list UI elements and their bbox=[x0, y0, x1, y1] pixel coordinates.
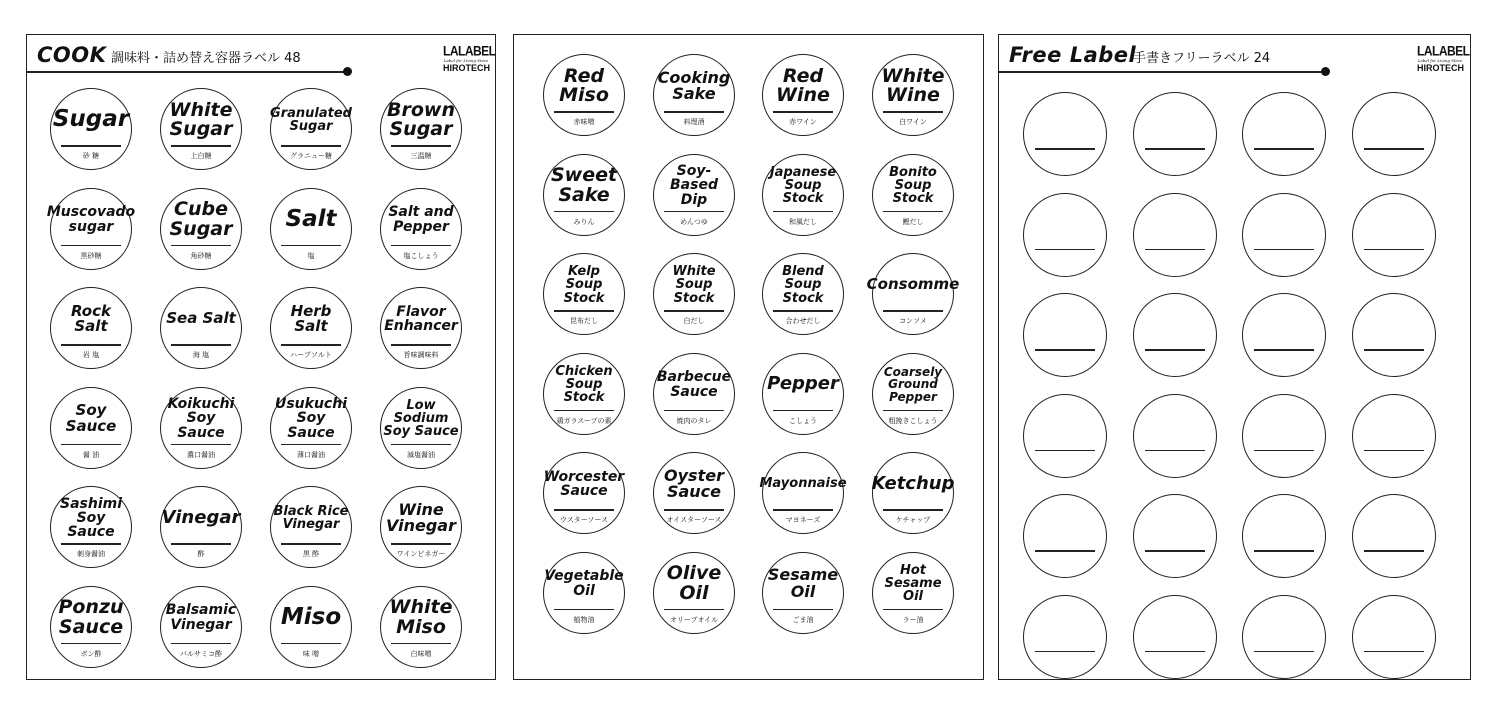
label-japanese-name: 角砂糖 bbox=[190, 251, 212, 260]
label-divider bbox=[61, 344, 121, 346]
label-japanese-name: 白味噌 bbox=[410, 649, 432, 658]
label-english-name: Koikuchi Soy Sauce bbox=[167, 396, 235, 441]
label-circle bbox=[270, 287, 352, 369]
label-divider bbox=[773, 111, 833, 113]
label-divider bbox=[554, 609, 614, 611]
blank-label-circle bbox=[1133, 293, 1217, 377]
label-english-name: Miso bbox=[280, 603, 342, 630]
label-japanese-name: 旨味調味料 bbox=[403, 351, 439, 359]
label-japanese-name: 海 塩 bbox=[192, 351, 210, 359]
label-divider bbox=[171, 444, 231, 446]
label-circle bbox=[543, 253, 625, 335]
label-english-name: Cooking Sake bbox=[657, 67, 731, 103]
label-japanese-name: 赤味噌 bbox=[573, 118, 595, 126]
blank-label-circle bbox=[1242, 193, 1326, 277]
label-divider bbox=[773, 410, 833, 412]
label-japanese-name: ポン酢 bbox=[80, 649, 102, 658]
label-english-name: Hot Sesame Oil bbox=[884, 562, 942, 605]
label-japanese-name: グラニュー糖 bbox=[290, 152, 332, 160]
label-english-name: Vegetable Oil bbox=[544, 568, 624, 599]
header-divider bbox=[999, 71, 1325, 73]
label-japanese-name: ごま油 bbox=[792, 615, 814, 624]
write-in-line bbox=[1035, 550, 1095, 552]
brand-name: LALABEL bbox=[443, 42, 496, 60]
write-in-line bbox=[1364, 148, 1424, 150]
label-circle bbox=[270, 586, 352, 668]
label-japanese-name: 合わせだし bbox=[785, 317, 821, 325]
sheet-title: COOK bbox=[37, 43, 107, 67]
blank-label-circle bbox=[1352, 293, 1436, 377]
label-divider bbox=[554, 310, 614, 312]
label-divider bbox=[773, 310, 833, 312]
label-japanese-name: 植物油 bbox=[573, 615, 595, 624]
label-circle bbox=[872, 154, 954, 236]
label-japanese-name: 白ワイン bbox=[899, 118, 927, 126]
label-divider bbox=[883, 111, 943, 113]
label-japanese-name: 薄口醤油 bbox=[297, 450, 325, 459]
label-japanese-name: 和風だし bbox=[789, 217, 817, 226]
brand-name: LALABEL bbox=[1417, 42, 1470, 60]
label-circle bbox=[872, 452, 954, 534]
label-divider bbox=[61, 543, 121, 545]
label-english-name: Vinegar bbox=[161, 506, 241, 528]
cook-label-sheet bbox=[26, 34, 496, 680]
label-circle bbox=[270, 188, 352, 270]
label-circle bbox=[762, 154, 844, 236]
label-divider bbox=[883, 410, 943, 412]
write-in-line bbox=[1254, 550, 1314, 552]
write-in-line bbox=[1035, 651, 1095, 653]
blank-label-circle bbox=[1023, 595, 1107, 679]
label-english-name: Worcester Sauce bbox=[543, 468, 625, 499]
label-circle bbox=[872, 353, 954, 435]
label-divider bbox=[61, 145, 121, 147]
label-english-name: Barbecue Sauce bbox=[656, 369, 732, 400]
blank-label-circle bbox=[1133, 394, 1217, 478]
label-circle bbox=[762, 353, 844, 435]
blank-label-circle bbox=[1133, 193, 1217, 277]
write-in-line bbox=[1364, 349, 1424, 351]
label-divider bbox=[554, 211, 614, 213]
label-divider bbox=[773, 509, 833, 511]
label-english-name: Soy Sauce bbox=[65, 401, 117, 435]
label-japanese-name: 砂 糖 bbox=[82, 152, 100, 160]
label-english-name: Oyster Sauce bbox=[664, 465, 724, 501]
sheet-subtitle: 調味料・詰め替え容器ラベル 48 bbox=[111, 51, 301, 66]
label-divider bbox=[664, 410, 724, 412]
label-divider bbox=[391, 543, 451, 545]
label-divider bbox=[61, 643, 121, 645]
label-circle bbox=[762, 552, 844, 634]
write-in-line bbox=[1035, 148, 1095, 150]
label-divider bbox=[281, 344, 341, 346]
blank-label-circle bbox=[1352, 92, 1436, 176]
label-divider bbox=[171, 543, 231, 545]
write-in-line bbox=[1145, 651, 1205, 653]
write-in-line bbox=[1364, 651, 1424, 653]
label-japanese-name: 黒砂糖 bbox=[80, 251, 102, 260]
label-divider bbox=[554, 111, 614, 113]
write-in-line bbox=[1254, 651, 1314, 653]
label-circle bbox=[866, 253, 960, 335]
label-japanese-name: 白だし bbox=[683, 317, 705, 325]
label-divider bbox=[883, 211, 943, 213]
label-divider bbox=[664, 111, 724, 113]
label-japanese-name: バルサミコ酢 bbox=[180, 649, 222, 658]
write-in-line bbox=[1145, 148, 1205, 150]
write-in-line bbox=[1254, 450, 1314, 452]
label-english-name: Rock Salt bbox=[71, 301, 111, 335]
label-circle bbox=[543, 54, 625, 136]
label-circle bbox=[543, 353, 625, 435]
label-english-name: Soy-Based Dip bbox=[670, 163, 718, 208]
label-japanese-name: オリーブオイル bbox=[669, 615, 719, 624]
label-english-name: Sea Salt bbox=[166, 309, 236, 328]
label-divider bbox=[281, 145, 341, 147]
blank-label-circle bbox=[1242, 494, 1326, 578]
label-japanese-name: 味 噌 bbox=[302, 649, 320, 658]
blank-label-circle bbox=[1352, 595, 1436, 679]
label-english-name: Brown Sugar bbox=[387, 98, 455, 140]
label-circle bbox=[270, 387, 352, 469]
label-english-name: White Sugar bbox=[169, 98, 233, 140]
label-divider bbox=[883, 609, 943, 611]
label-divider bbox=[281, 444, 341, 446]
label-circle bbox=[380, 88, 462, 170]
write-in-line bbox=[1364, 550, 1424, 552]
label-circle bbox=[543, 154, 625, 236]
label-japanese-name: 料理酒 bbox=[683, 118, 705, 126]
label-circle bbox=[653, 54, 735, 136]
label-divider bbox=[883, 509, 943, 511]
label-english-name: Mayonnaise bbox=[759, 476, 847, 492]
label-english-name: Coarsely Ground Pepper bbox=[883, 365, 943, 404]
label-english-name: Blend Soup Stock bbox=[782, 264, 824, 306]
write-in-line bbox=[1254, 148, 1314, 150]
blank-label-circle bbox=[1023, 293, 1107, 377]
label-japanese-name: 上白糖 bbox=[190, 152, 212, 160]
label-circle bbox=[160, 188, 242, 270]
blank-label-circle bbox=[1352, 494, 1436, 578]
label-divider bbox=[391, 444, 451, 446]
blank-label-circle bbox=[1352, 394, 1436, 478]
brand-maker: HIROTECH bbox=[1417, 63, 1464, 73]
label-english-name: Salt and Pepper bbox=[388, 204, 454, 235]
label-circle bbox=[160, 586, 242, 668]
brand-logo bbox=[443, 42, 496, 73]
write-in-line bbox=[1035, 450, 1095, 452]
label-japanese-name: 鶏ガラスープの素 bbox=[556, 416, 612, 425]
label-english-name: White Soup Stock bbox=[672, 264, 716, 306]
label-english-name: Herb Salt bbox=[290, 301, 332, 335]
label-english-name: Sesame Oil bbox=[767, 565, 839, 601]
label-english-name: Japanese Soup Stock bbox=[769, 164, 837, 207]
label-english-name: Usukuchi Soy Sauce bbox=[274, 396, 347, 441]
label-japanese-name: 鰹だし bbox=[902, 217, 924, 226]
label-japanese-name: ラー油 bbox=[902, 615, 924, 624]
label-english-name: Bonito Soup Stock bbox=[889, 164, 937, 207]
blank-label-circle bbox=[1133, 494, 1217, 578]
label-divider bbox=[773, 211, 833, 213]
label-english-name: Salt bbox=[285, 205, 337, 232]
blank-label-circle bbox=[1242, 394, 1326, 478]
label-japanese-name: コンソメ bbox=[899, 317, 927, 325]
label-japanese-name: ハーブソルト bbox=[290, 351, 332, 359]
label-japanese-name: マヨネーズ bbox=[785, 516, 821, 524]
header-divider-dot bbox=[343, 67, 352, 76]
label-english-name: Sashimi Soy Sauce bbox=[59, 495, 122, 541]
write-in-line bbox=[1145, 249, 1205, 251]
label-circle bbox=[653, 154, 735, 236]
brand-tagline: Label for Living Store bbox=[443, 58, 489, 63]
blank-label-circle bbox=[1242, 293, 1326, 377]
brand-tagline: Label for Living Store bbox=[1417, 58, 1463, 63]
write-in-line bbox=[1364, 450, 1424, 452]
label-divider bbox=[391, 344, 451, 346]
label-divider bbox=[773, 609, 833, 611]
label-circle bbox=[762, 54, 844, 136]
label-circle bbox=[160, 387, 242, 469]
label-japanese-name: 昆布だし bbox=[570, 317, 598, 325]
label-japanese-name: 醤 油 bbox=[82, 450, 100, 459]
label-japanese-name: 塩こしょう bbox=[403, 251, 439, 260]
label-circle bbox=[653, 452, 735, 534]
blank-label-circle bbox=[1133, 92, 1217, 176]
label-japanese-name: 減塩醤油 bbox=[407, 450, 435, 459]
label-divider bbox=[171, 643, 231, 645]
label-circle bbox=[543, 452, 625, 534]
write-in-line bbox=[1145, 550, 1205, 552]
label-circle bbox=[270, 88, 352, 170]
label-divider bbox=[664, 609, 724, 611]
write-in-line bbox=[1254, 249, 1314, 251]
label-japanese-name: 酢 bbox=[197, 550, 205, 558]
label-divider bbox=[664, 509, 724, 511]
label-circle bbox=[759, 452, 847, 534]
label-english-name: Black Rice Vinegar bbox=[273, 503, 349, 532]
brand-logo bbox=[1417, 42, 1470, 73]
label-circle bbox=[160, 287, 242, 369]
label-english-name: White Miso bbox=[389, 596, 453, 638]
sheet-title: Free Label bbox=[1009, 43, 1137, 67]
blank-label-circle bbox=[1242, 595, 1326, 679]
label-english-name: Muscovado sugar bbox=[46, 204, 136, 235]
blank-label-circle bbox=[1242, 92, 1326, 176]
label-english-name: Cube Sugar bbox=[169, 198, 233, 240]
write-in-line bbox=[1364, 249, 1424, 251]
label-circle bbox=[653, 253, 735, 335]
label-japanese-name: こしょう bbox=[789, 416, 817, 425]
label-divider bbox=[281, 643, 341, 645]
label-circle bbox=[380, 486, 462, 568]
brand-maker: HIROTECH bbox=[443, 63, 490, 73]
label-circle bbox=[50, 287, 132, 369]
label-circle bbox=[653, 552, 735, 634]
label-english-name: Red Miso bbox=[559, 64, 609, 106]
blank-label-circle bbox=[1023, 92, 1107, 176]
label-english-name: Wine Vinegar bbox=[386, 499, 456, 535]
label-circle bbox=[380, 586, 462, 668]
header-divider-dot bbox=[1321, 67, 1330, 76]
label-japanese-name: 塩 bbox=[307, 251, 315, 260]
cook-label-sheet-2 bbox=[513, 34, 984, 680]
label-japanese-name: 赤ワイン bbox=[789, 118, 817, 126]
label-circle bbox=[872, 54, 954, 136]
label-circle bbox=[872, 552, 954, 634]
label-divider bbox=[554, 509, 614, 511]
label-circle bbox=[380, 387, 462, 469]
label-japanese-name: めんつゆ bbox=[680, 217, 708, 226]
label-japanese-name: 焼肉のタレ bbox=[676, 416, 712, 425]
label-japanese-name: 三温糖 bbox=[410, 152, 432, 160]
label-circle bbox=[46, 188, 136, 270]
header-divider bbox=[27, 71, 347, 73]
blank-label-circle bbox=[1352, 193, 1436, 277]
label-divider bbox=[281, 245, 341, 247]
write-in-line bbox=[1254, 349, 1314, 351]
label-english-name: Ponzu Sauce bbox=[58, 596, 124, 638]
label-japanese-name: ウスターソース bbox=[559, 516, 609, 524]
label-circle bbox=[160, 88, 242, 170]
label-english-name: Granulated Sugar bbox=[270, 105, 352, 134]
label-english-name: Sweet Sake bbox=[550, 164, 618, 206]
label-divider bbox=[171, 245, 231, 247]
label-circle bbox=[380, 287, 462, 369]
label-english-name: Pepper bbox=[767, 373, 839, 395]
label-english-name: Low Sodium Soy Sauce bbox=[383, 397, 459, 440]
label-circle bbox=[653, 353, 735, 435]
label-divider bbox=[391, 643, 451, 645]
label-circle bbox=[160, 486, 242, 568]
label-circle bbox=[50, 586, 132, 668]
label-english-name: Balsamic Vinegar bbox=[165, 602, 237, 633]
label-japanese-name: ワインビネガー bbox=[396, 550, 446, 558]
label-english-name: Consomme bbox=[866, 275, 960, 294]
label-circle bbox=[270, 486, 352, 568]
write-in-line bbox=[1035, 249, 1095, 251]
blank-label-circle bbox=[1023, 394, 1107, 478]
label-circle bbox=[50, 486, 132, 568]
label-japanese-name: 刺身醤油 bbox=[77, 550, 105, 558]
label-divider bbox=[883, 310, 943, 312]
label-divider bbox=[391, 245, 451, 247]
label-english-name: Ketchup bbox=[871, 472, 955, 494]
label-divider bbox=[554, 410, 614, 412]
label-japanese-name: 濃口醤油 bbox=[187, 450, 215, 459]
blank-label-circle bbox=[1023, 193, 1107, 277]
label-circle bbox=[762, 253, 844, 335]
label-english-name: Sugar bbox=[52, 106, 130, 133]
write-in-line bbox=[1035, 349, 1095, 351]
label-circle bbox=[543, 552, 625, 634]
label-divider bbox=[61, 444, 121, 446]
label-divider bbox=[664, 310, 724, 312]
label-circle bbox=[50, 88, 132, 170]
label-circle bbox=[50, 387, 132, 469]
label-japanese-name: みりん bbox=[573, 217, 595, 226]
blank-label-circle bbox=[1023, 494, 1107, 578]
label-english-name: Flavor Enhancer bbox=[384, 303, 458, 334]
label-japanese-name: 黒 酢 bbox=[302, 550, 320, 558]
label-english-name: Kelp Soup Stock bbox=[563, 264, 605, 306]
write-in-line bbox=[1145, 450, 1205, 452]
sheet-subtitle: 手書きフリーラベル 24 bbox=[1133, 51, 1271, 66]
blank-label-circle bbox=[1133, 595, 1217, 679]
label-circle bbox=[380, 188, 462, 270]
free-label-sheet bbox=[998, 34, 1471, 680]
label-english-name: White Wine bbox=[881, 64, 945, 106]
label-divider bbox=[664, 211, 724, 213]
write-in-line bbox=[1145, 349, 1205, 351]
label-divider bbox=[171, 344, 231, 346]
label-divider bbox=[61, 245, 121, 247]
label-japanese-name: ケチャップ bbox=[895, 516, 931, 524]
label-divider bbox=[281, 543, 341, 545]
label-english-name: Olive Oil bbox=[666, 562, 722, 604]
label-japanese-name: 岩 塩 bbox=[82, 351, 100, 359]
label-divider bbox=[171, 145, 231, 147]
label-english-name: Chicken Soup Stock bbox=[555, 363, 613, 406]
label-japanese-name: 粗挽きこしょう bbox=[888, 416, 938, 425]
label-english-name: Red Wine bbox=[776, 64, 830, 106]
label-japanese-name: オイスターソース bbox=[666, 516, 722, 524]
label-divider bbox=[391, 145, 451, 147]
